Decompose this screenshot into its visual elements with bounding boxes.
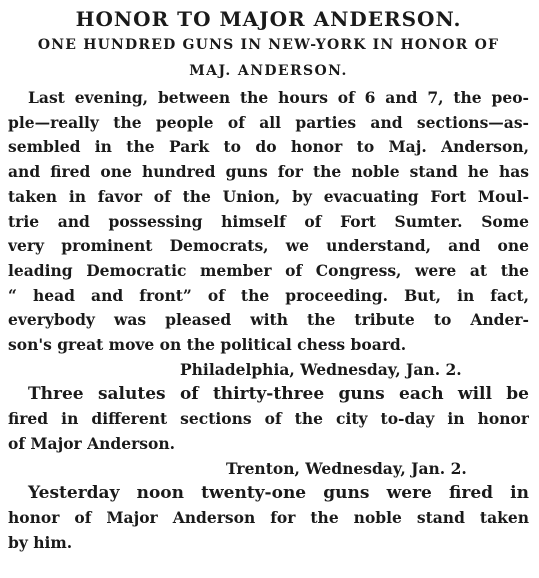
text-line: taken in favor of the Union, by evacuating Fort Moul- — [8, 186, 529, 206]
text-line: and fired one hundred guns for the noble stand he has — [8, 162, 529, 182]
text-line: trie and possessing himself of Fort Sumter. Some — [8, 211, 529, 231]
text-line: son's great move on the political chess board. — [8, 335, 407, 355]
article-headline: HONOR TO MAJOR ANDERSON. — [75, 7, 462, 31]
dateline-philadelphia: Philadelphia, Wednesday, Jan. 2. — [180, 359, 462, 379]
article-subhead-line-1: ONE HUNDRED GUNS IN NEW-YORK IN HONOR OF — [37, 37, 500, 53]
article-paragraph-1 — [8, 86, 529, 358]
article-paragraph-3 — [8, 481, 529, 555]
article-subhead-line-2: MAJ. ANDERSON. — [189, 63, 348, 79]
text-line: “ head and front” of the proceeding. But, in fact, — [8, 285, 529, 305]
text-line: ple—really the people of all parties and sections—as- — [8, 112, 529, 132]
text-line: very prominent Democrats, we understand, and one — [8, 236, 529, 256]
dateline-trenton: Trenton, Wednesday, Jan. 2. — [226, 458, 467, 478]
text-line: leading Democratic member of Congress, were at the — [8, 260, 529, 280]
text-line: Last evening, between the hours of 6 and 7, the peo- — [28, 88, 529, 107]
text-line: of Major Anderson. — [8, 433, 176, 453]
text-line: sembled in the Park to do honor to Maj. Anderson, — [8, 137, 529, 157]
article-paragraph-2 — [8, 382, 529, 456]
text-line: Three salutes of thirty-three guns each will be — [28, 384, 529, 405]
text-line: fired in different sections of the city to-day in honor — [8, 409, 529, 429]
text-line: honor of Major Anderson for the noble stand taken — [8, 507, 529, 527]
text-line: everybody was pleased with the tribute to Ander- — [8, 310, 529, 330]
text-line: Yesterday noon twenty-one guns were fired in — [28, 483, 529, 504]
text-line: by him. — [8, 532, 73, 552]
